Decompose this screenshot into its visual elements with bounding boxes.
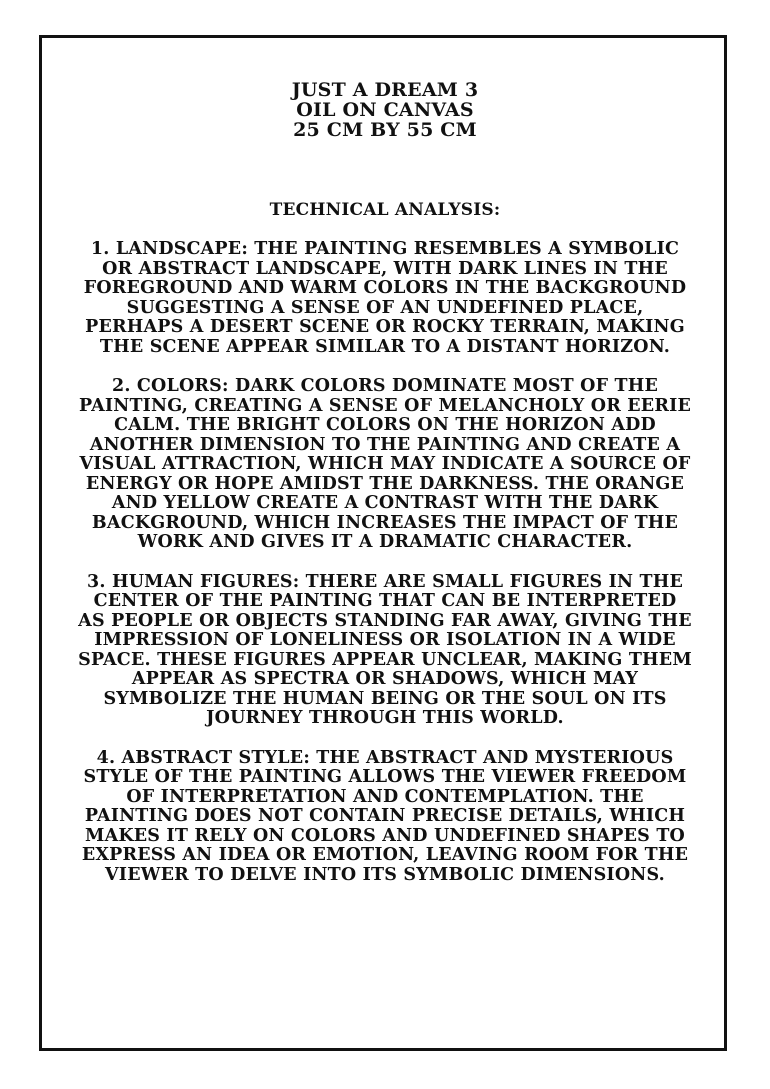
artwork-title: JUST A DREAM 3 <box>291 79 479 101</box>
title-block <box>42 80 728 140</box>
paragraph-human-figures: 3. HUMAN FIGURES: THERE ARE SMALL FIGURES IN THE CENTER OF THE PAINTING THAT CAN BE INTERPRETED AS PEOPLE OR OBJECTS STANDING FAR AWAY, GIVING THE IMPRESSION OF LONELINESS OR ISOLATION IN A WIDE SPACE. THESE FIGURES APPEAR UNCLEAR, MAKING THEM APPEAR AS SPECTRA OR SHADOWS, WHICH MAY SYMBOLIZE THE HUMAN BEING OR THE SOUL ON ITS JOURNEY THROUGH THIS WORLD. <box>78 571 692 728</box>
paragraph-abstract-style: 4. ABSTRACT STYLE: THE ABSTRACT AND MYSTERIOUS STYLE OF THE PAINTING ALLOWS THE VIEWER FREEDOM OF INTERPRETATION AND CONTEMPLATION. THE PAINTING DOES NOT CONTAIN PRECISE DETAILS, WHICH MAKES IT RELY ON COLORS AND UNDEFINED SHAPES TO EXPRESS AN IDEA OR EMOTION, LEAVING ROOM FOR THE VIEWER TO DELVE INTO ITS SYMBOLIC DIMENSIONS. <box>81 747 689 885</box>
artwork-dimensions: 25 CM BY 55 CM <box>293 119 477 141</box>
section-heading: TECHNICAL ANALYSIS: <box>269 200 501 220</box>
document-body <box>42 80 728 885</box>
paragraph-colors: 2. COLORS: DARK COLORS DOMINATE MOST OF THE PAINTING, CREATING A SENSE OF MELANCHOLY OR EERIE CALM. THE BRIGHT COLORS ON THE HORIZON ADD ANOTHER DIMENSION TO THE PAINTING AND CREATE A VISUAL ATTRACTION, WHICH MAY INDICATE A SOURCE OF ENERGY OR HOPE AMIDST THE DARKNESS. THE ORANGE AND YELLOW CREATE A CONTRAST WITH THE DARK BACKGROUND, WHICH INCREASES THE IMPACT OF THE WORK AND GIVES IT A DRAMATIC CHARACTER. <box>79 376 691 552</box>
paragraph-landscape: 1. LANDSCAPE: THE PAINTING RESEMBLES A SYMBOLIC OR ABSTRACT LANDSCAPE, WITH DARK LINES IN THE FOREGROUND AND WARM COLORS IN THE BACKGROUND SUGGESTING A SENSE OF AN UNDEFINED PLACE, PERHAPS A DESERT SCENE OR ROCKY TERRAIN, MAKING THE SCENE APPEAR SIMILAR TO A DISTANT HORIZON. <box>83 239 687 357</box>
artwork-medium: OIL ON CANVAS <box>296 99 474 121</box>
